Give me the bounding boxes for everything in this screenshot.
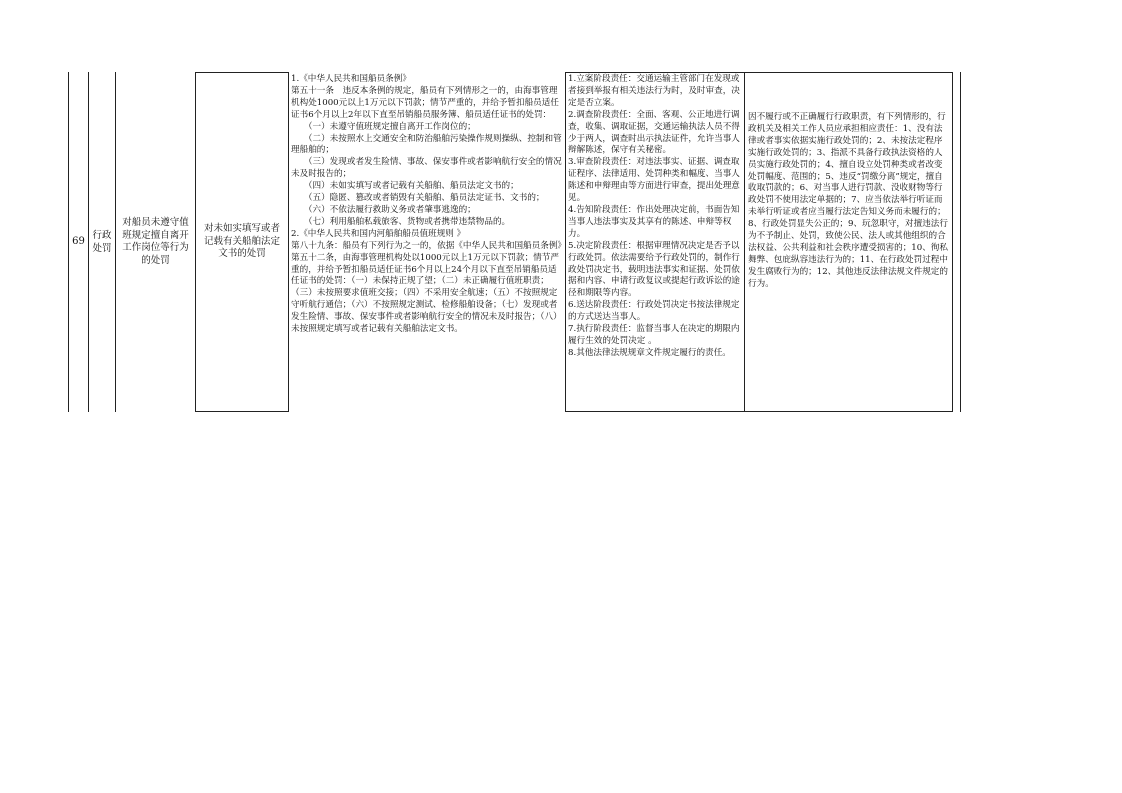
table-border-right (952, 72, 953, 412)
column-divider-resp-account (744, 72, 745, 412)
table-outer-right (960, 72, 961, 412)
column-divider-subitem-basis (288, 72, 289, 412)
legal-basis-cell: 1.《中华人民共和国船员条例》 第五十一条 违反本条例的规定，船员有下列情形之一的，由海事管理机构处1000元以上1万元以下罚款；情节严重的，并给予暂扣船员适任证书6个月以上2年以下直至吊销船员服务簿、船员适任证书的处罚： （一）未遵守值班规定擅自离开工作岗位的； （二）未按照水上交通安全和防治船舶污染操作规则操纵、控制和管理船舶的； （三）发现或者发生险情、事故、保安事件或者影响航行安全的情况未及时报告的； （四）未如实填写或者记载有关船舶、船员法定文书的； （五）隐匿、篡改或者销毁有关船舶、船员法定证书、文书的； （六）不依法履行救助义务或者肇事逃逸的； （七）利用船舶私载旅客、货物或者携带违禁物品的。 2.《中华人民共和国内河船舶船员值班规则 》 第八十九条：船员有下列行为之一的，依据《中华人民共和国船员条例》第五十二条，由海事管理机构处以1000元以上1万元以下罚款；情节严重的，并给予暂扣船员适任证书6个月以上24个月以下直至吊销船员适任证书的处罚：（一）未保持正规了望；（二）未正确履行值班职责；（三）未按照要求值班交接；（四）不采用安全航速；（五）不按照规定守听航行通信；（六）不按照规定测试、检修船舶设备；（七）发现或者发生险情、事故、保安事件或者影响航行安全的情况未及时报告；（八）未按照规定填写或者记载有关船舶法定文书。 (291, 74, 562, 335)
column-divider-basis-resp (565, 72, 566, 412)
subitem-bottom-border (195, 411, 288, 412)
account-top-border (744, 72, 953, 73)
accountability-cell: 因不履行或不正确履行行政职责，有下列情形的，行政机关及相关工作人员应承担相应责任：1、没有法律或者事实依据实施行政处罚的；2、未按法定程序实施行政处罚的；3、指派不具备行政执法资格的人员实施行政处罚的；4、擅自设立处罚种类或者改变处罚幅度、范围的；5、违反“罚缴分离”规定，擅自收取罚款的；6、对当事人进行罚款、没收财物等行政处罚不使用法定单据的；7、应当依法举行听证而未举行听证或者应当履行法定告知义务而未履行的；8、行政处罚显失公正的；9、玩忽职守，对擅违法行为不予制止、处罚，致使公民、法人或其他组织的合法权益、公共利益和社会秩序遭受损害的；10、徇私舞弊、包庇纵容违法行为的；11、在行政处罚过程中发生腐败行为的；12、其他违反法律法规文件规定的行为。 (748, 112, 948, 289)
responsibility-cell: 1.立案阶段责任：交通运输主管部门在发现或者接到举报有相关违法行为时，及时审查，决定是否立案。 2.调查阶段责任：全面、客观、公正地进行调查，收集、调取证据，交通运输执法人员不得少于两人，调查时出示执法证件，允许当事人辩解陈述，保守有关秘密。 3.审查阶段责任：对违法事实、证据、调查取证程序、法律适用、处罚种类和幅度、当事人陈述和申辩理由等方面进行审查，提出处理意见。 4.告知阶段责任：作出处理决定前，书面告知当事人违法事实及其享有的陈述、申辩等权力。 5.决定阶段责任：根据审理情况决定是否予以行政处罚。依法需要给予行政处罚的，制作行政处罚决定书，载明违法事实和证据、处罚依据和内容、申请行政复议或提起行政诉讼的途径和期限等内容。 6.送达阶段责任：行政处罚决定书按法律规定的方式送达当事人。 7.执行阶段责任：监督当事人在决定的期限内履行生效的处罚决定 。 8.其他法律法规规章文件规定履行的责任。 (568, 74, 740, 358)
sub-item-cell: 对未如实填写或者记载有关船舶法定文书的处罚 (203, 223, 280, 260)
category-cell: 行政处罚 (92, 230, 112, 254)
account-bottom-border (744, 411, 953, 412)
row-number: 69 (72, 236, 85, 248)
item-name-cell: 对船员未遵守值班规定擅自离开工作岗位等行为的处罚 (122, 217, 189, 266)
